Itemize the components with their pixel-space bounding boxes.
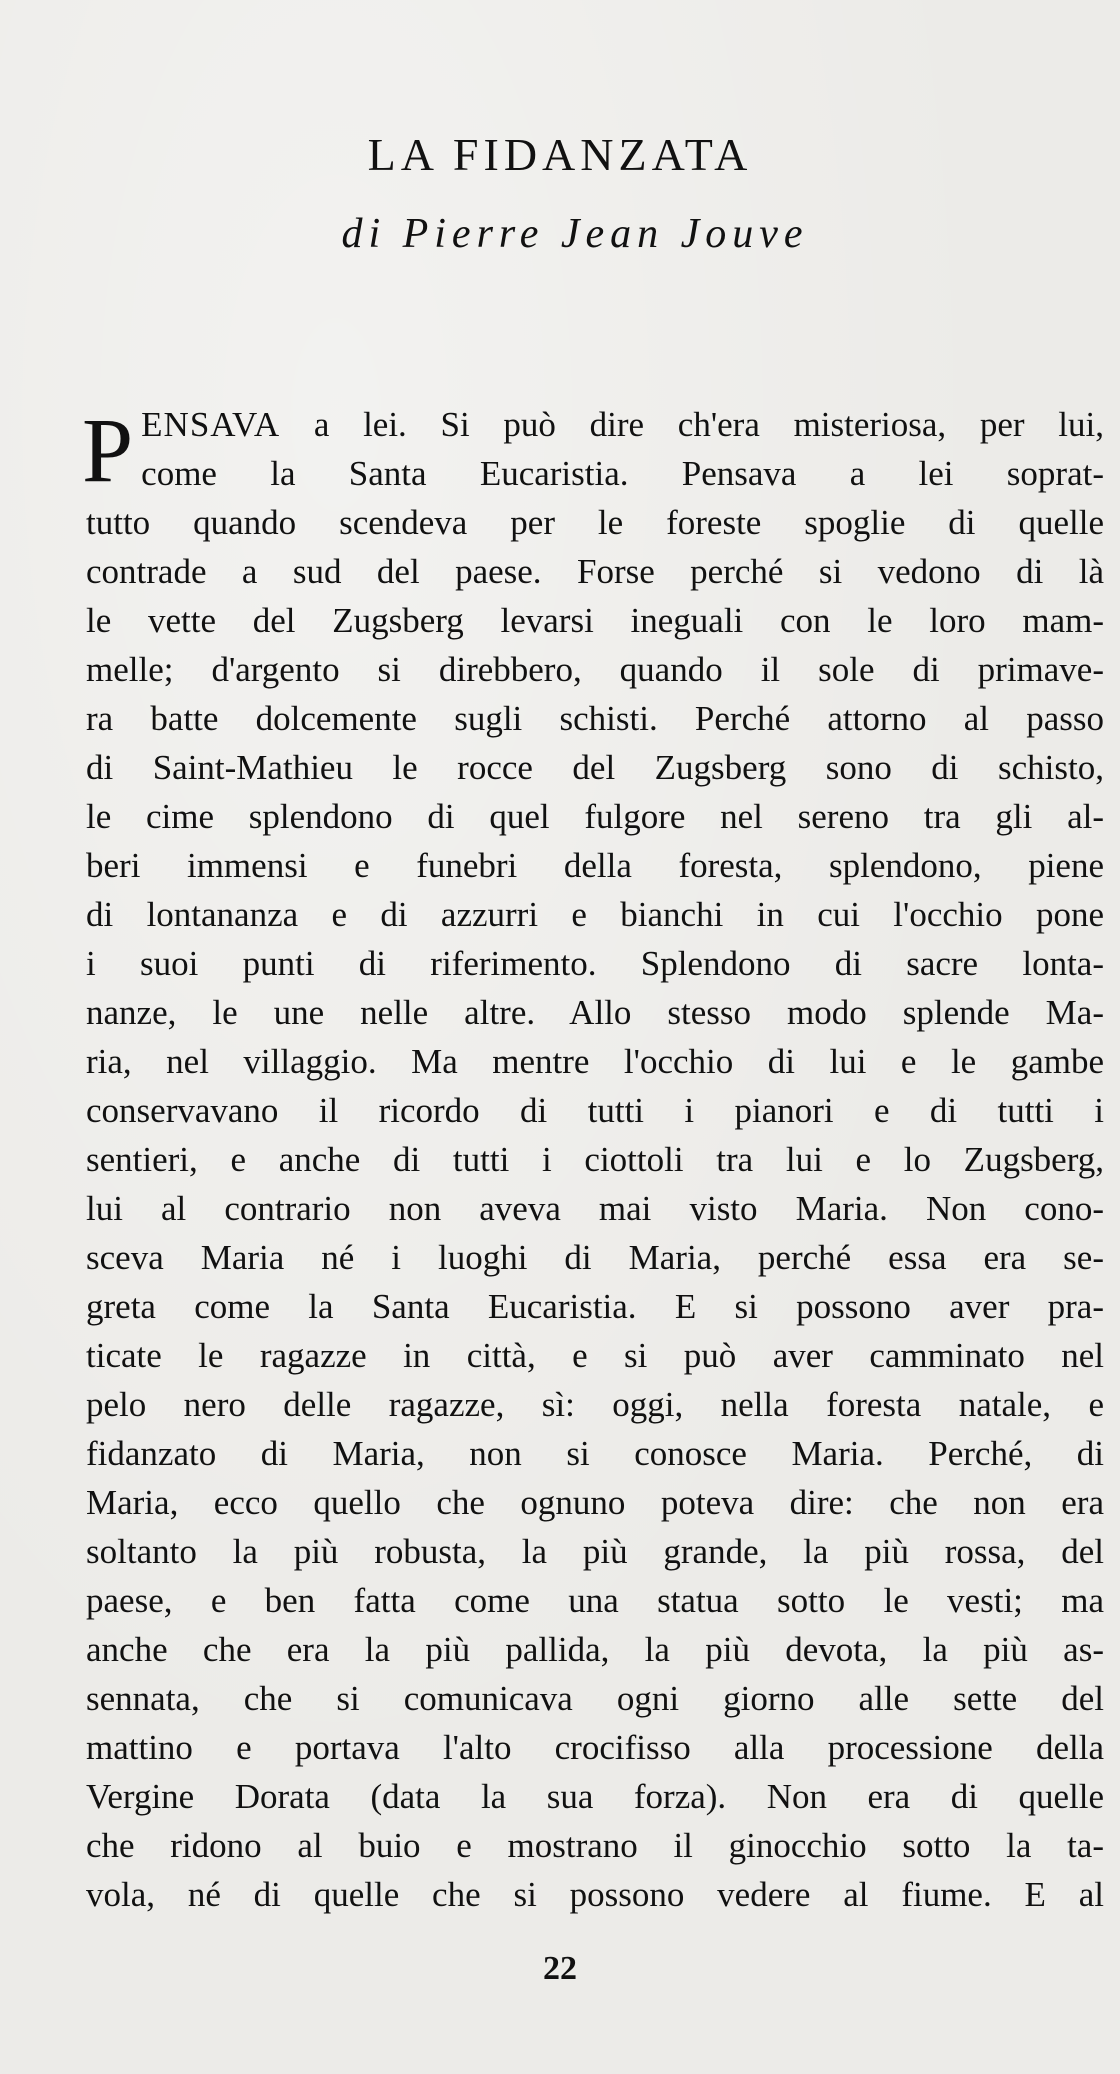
body-text [82, 399, 1104, 1919]
text-line: beri immensi e funebri della foresta, splendono, piene [86, 846, 1104, 885]
text-line: greta come la Santa Eucaristia. E si possono aver pra- [86, 1287, 1104, 1326]
text-line: soltanto la più robusta, la più grande, la più rossa, del [86, 1532, 1104, 1571]
text-line: le cime splendono di quel fulgore nel sereno tra gli al- [86, 797, 1104, 836]
chapter-title: LA FIDANZATA [367, 129, 753, 180]
text-line: di lontananza e di azzurri e bianchi in cui l'occhio pone [86, 895, 1104, 934]
text-line: sceva Maria né i luoghi di Maria, perché essa era se- [86, 1238, 1104, 1277]
author-line: di Pierre Jean Jouve [341, 211, 809, 257]
text-line: le vette del Zugsberg levarsi ineguali con le loro mam- [86, 601, 1104, 640]
text-line: contrade a sud del paese. Forse perché si vedono di là [86, 552, 1104, 591]
opening-small-caps: ENSAVA [141, 405, 281, 444]
text-line: di Saint-Mathieu le rocce del Zugsberg sono di schisto, [86, 748, 1104, 787]
drop-cap: P [82, 399, 134, 501]
text-line: vola, né di quelle che si possono vedere al fiume. E al [86, 1875, 1104, 1914]
text-line: fidanzato di Maria, non si conosce Maria. Perché, di [86, 1434, 1104, 1473]
text-line: ria, nel villaggio. Ma mentre l'occhio di lui e le gambe [86, 1042, 1104, 1081]
text-line: che ridono al buio e mostrano il ginocchio sotto la ta- [86, 1826, 1104, 1865]
text-line: ra batte dolcemente sugli schisti. Perché attorno al passo [86, 699, 1104, 738]
text-line: Vergine Dorata (data la sua forza). Non era di quelle [86, 1777, 1104, 1816]
text-line: sennata, che si comunicava ogni giorno alle sette del [86, 1679, 1104, 1718]
text-line [141, 400, 1104, 449]
text-line: nanze, le une nelle altre. Allo stesso modo splende Ma- [86, 993, 1104, 1032]
text-line: i suoi punti di riferimento. Splendono di sacre lonta- [86, 944, 1104, 983]
text-line-content: a lei. Si può dire ch'era misteriosa, per lui, [280, 405, 1104, 444]
text-line: conservavano il ricordo di tutti i pianori e di tutti i [86, 1091, 1104, 1130]
text-line: come la Santa Eucaristia. Pensava a lei soprat- [141, 454, 1104, 493]
text-line: tutto quando scendeva per le foreste spoglie di quelle [86, 503, 1104, 542]
text-line: anche che era la più pallida, la più devota, la più as- [86, 1630, 1104, 1669]
text-line: mattino e portava l'alto crocifisso alla processione della [86, 1728, 1104, 1767]
text-line: ticate le ragazze in città, e si può aver camminato nel [86, 1336, 1104, 1375]
text-line: paese, e ben fatta come una statua sotto le vesti; ma [86, 1581, 1104, 1620]
text-line: pelo nero delle ragazze, sì: oggi, nella foresta natale, e [86, 1385, 1104, 1424]
text-line: melle; d'argento si direbbero, quando il sole di primave- [86, 650, 1104, 689]
text-line: sentieri, e anche di tutti i ciottoli tra lui e lo Zugsberg, [86, 1140, 1104, 1179]
text-line: lui al contrario non aveva mai visto Maria. Non cono- [86, 1189, 1104, 1228]
text-line: Maria, ecco quello che ognuno poteva dire: che non era [86, 1483, 1104, 1522]
page-number: 22 [543, 1950, 577, 1987]
